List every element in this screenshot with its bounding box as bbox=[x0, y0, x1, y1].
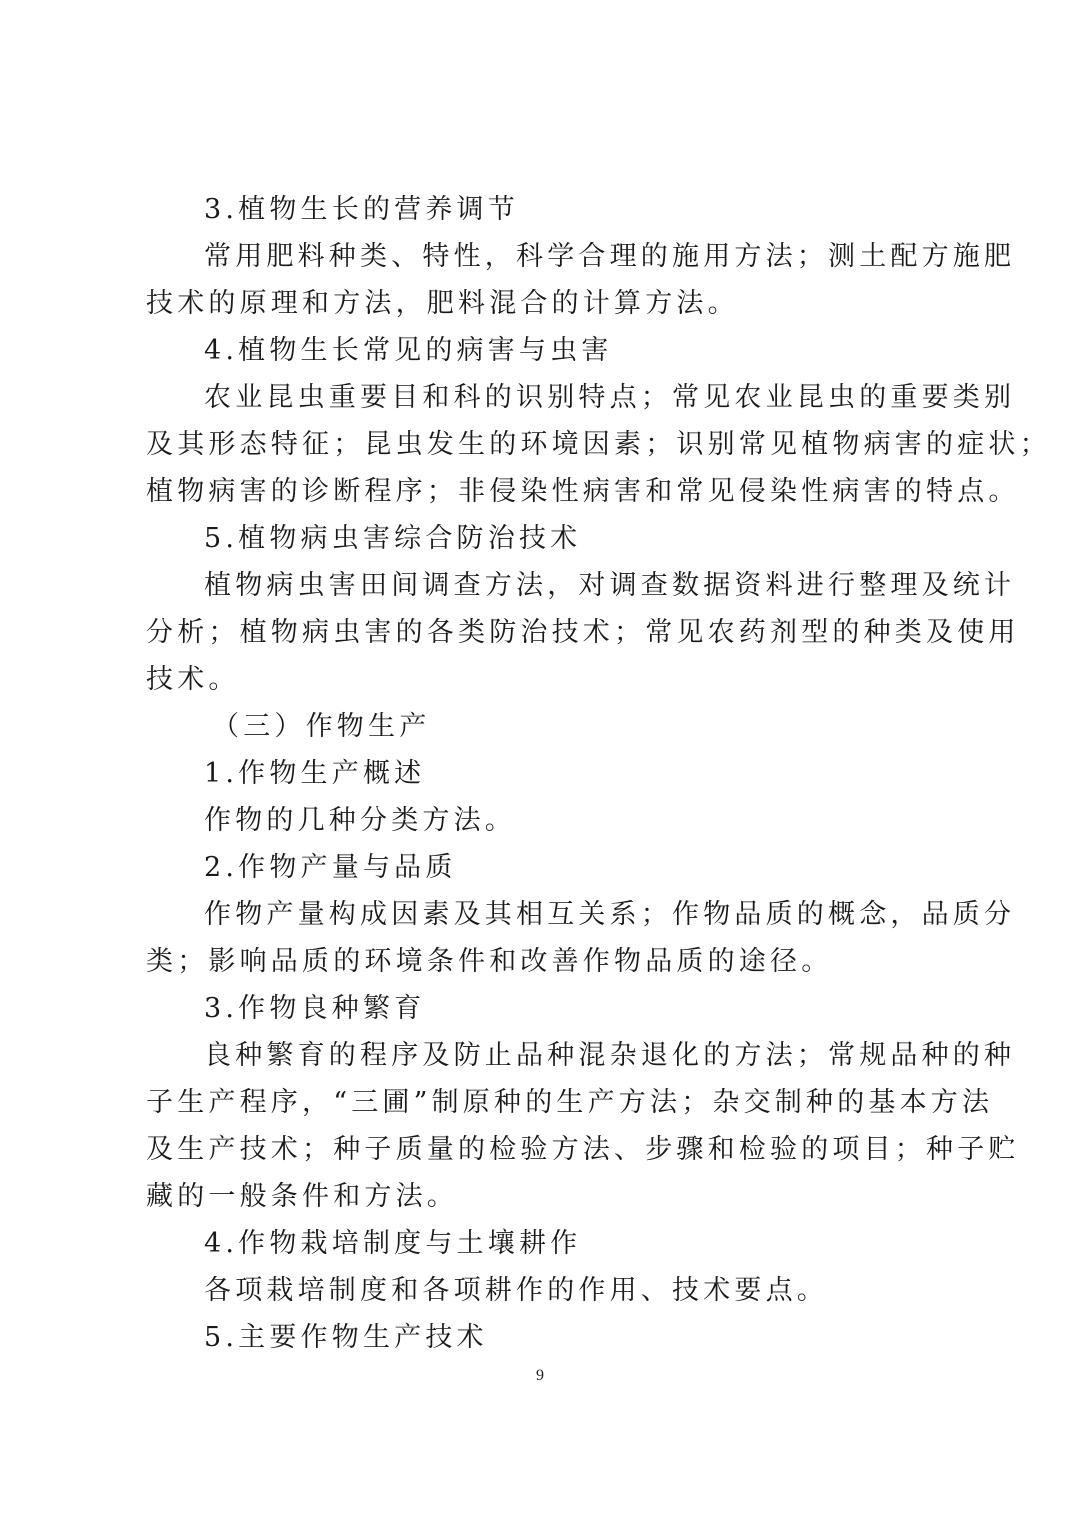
section-heading-crop-production: （三）作物生产 bbox=[212, 711, 431, 742]
paragraph-line: 藏的一般条件和方法。 bbox=[146, 1181, 458, 1212]
paragraph-line: 类；影响品质的环境条件和改善作物品质的途径。 bbox=[146, 946, 833, 977]
paragraph-line: 良种繁育的程序及防止品种混杂退化的方法；常规品种的种 bbox=[204, 1040, 1016, 1071]
heading-seed-breeding: 3.作物良种繁育 bbox=[204, 993, 426, 1024]
heading-yield-quality: 2.作物产量与品质 bbox=[204, 852, 457, 883]
paragraph-line: 各项栽培制度和各项耕作的作用、技术要点。 bbox=[204, 1275, 828, 1306]
paragraph-line: 农业昆虫重要目和科的识别特点；常见农业昆虫的重要类别 bbox=[204, 382, 1016, 413]
paragraph-line: 子生产程序，“三圃”制原种的生产方法；杂交制种的基本方法 bbox=[146, 1087, 994, 1118]
page-body bbox=[146, 186, 1051, 1361]
paragraph-line: 植物病害的诊断程序；非侵染性病害和常见侵染性病害的特点。 bbox=[146, 476, 1020, 507]
heading-nutrition-regulation: 3.植物生长的营养调节 bbox=[204, 194, 519, 225]
paragraph-line: 作物的几种分类方法。 bbox=[204, 805, 516, 836]
page-number: 9 bbox=[536, 1367, 544, 1384]
paragraph-line: 常用肥料种类、特性，科学合理的施用方法；测土配方施肥 bbox=[204, 241, 1016, 272]
paragraph-line: 技术。 bbox=[146, 664, 240, 695]
heading-crop-overview: 1.作物生产概述 bbox=[204, 758, 426, 789]
paragraph-line: 及生产技术；种子质量的检验方法、步骤和检验的项目；种子贮 bbox=[146, 1134, 1020, 1165]
heading-diseases-pests: 4.植物生长常见的病害与虫害 bbox=[204, 335, 613, 366]
paragraph-line: 及其形态特征；昆虫发生的环境因素；识别常见植物病害的症状； bbox=[146, 429, 1051, 460]
paragraph-line: 分析；植物病虫害的各类防治技术；常见农药剂型的种类及使用 bbox=[146, 617, 1020, 648]
paragraph-line: 植物病虫害田间调查方法，对调查数据资料进行整理及统计 bbox=[204, 570, 1016, 601]
heading-cultivation-tillage: 4.作物栽培制度与土壤耕作 bbox=[204, 1228, 582, 1259]
heading-integrated-control: 5.植物病虫害综合防治技术 bbox=[204, 523, 582, 554]
paragraph-line: 技术的原理和方法，肥料混合的计算方法。 bbox=[146, 288, 739, 319]
paragraph-line: 作物产量构成因素及其相互关系；作物品质的概念，品质分 bbox=[204, 899, 1016, 930]
heading-main-crop-techniques: 5.主要作物生产技术 bbox=[204, 1322, 488, 1353]
